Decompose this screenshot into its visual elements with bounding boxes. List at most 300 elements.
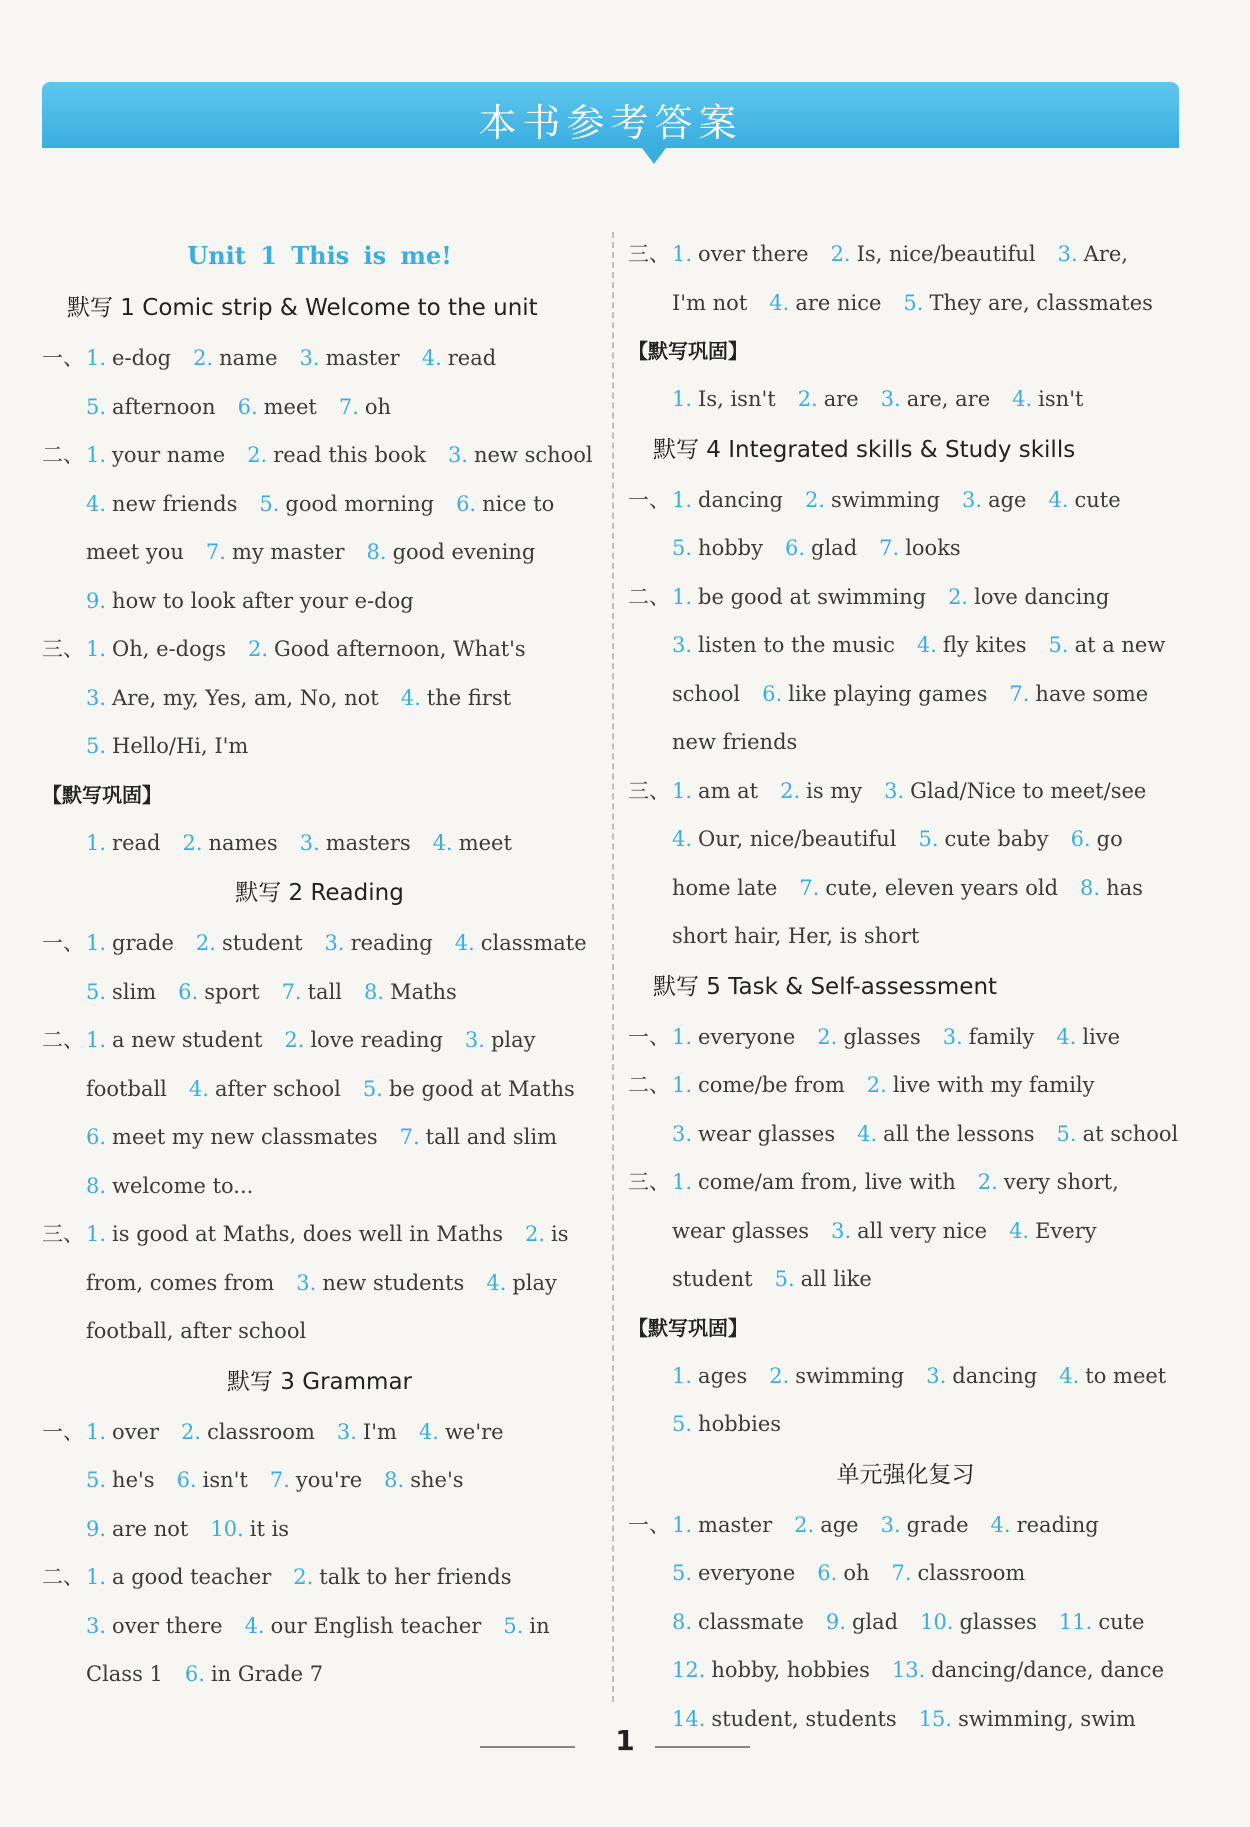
answer-text: swimming xyxy=(831,487,941,512)
answer-item xyxy=(86,980,156,1004)
answer-number: 5. xyxy=(362,1076,383,1101)
answer-text: in Grade 7 xyxy=(210,1662,324,1686)
answer-row xyxy=(42,1113,597,1162)
answer-item xyxy=(367,540,536,564)
answer-number: 5. xyxy=(774,1267,795,1291)
answer-item xyxy=(805,488,940,512)
answer-item xyxy=(384,1468,463,1492)
answer-item xyxy=(1049,633,1166,657)
answer-item xyxy=(831,242,1036,266)
part-label: 一、 xyxy=(628,487,670,512)
answer-number: 5. xyxy=(86,979,107,1004)
answer-row xyxy=(42,1210,597,1259)
answer-text: family xyxy=(968,1024,1035,1049)
part-label: 一、 xyxy=(628,1512,670,1537)
answer-item xyxy=(181,1420,315,1444)
part-label: 三、 xyxy=(628,242,670,266)
answer-number: 6. xyxy=(176,1468,197,1492)
answer-text: a good teacher xyxy=(112,1565,272,1589)
answer-item xyxy=(867,1073,1095,1097)
answer-row xyxy=(42,919,597,968)
answer-line xyxy=(86,383,597,432)
answer-text: read xyxy=(112,830,161,855)
answer-number: 1. xyxy=(86,346,107,370)
answer-item xyxy=(769,1364,904,1388)
answer-number: 6. xyxy=(762,681,783,706)
answer-row xyxy=(628,1061,1183,1110)
answer-line xyxy=(672,1501,1183,1550)
answer-item xyxy=(1058,242,1128,266)
answer-number: 5. xyxy=(1056,1121,1077,1146)
answer-item xyxy=(339,395,391,419)
answer-text: cute, eleven years old xyxy=(825,875,1059,900)
answer-number: 4. xyxy=(916,633,937,657)
answer-item xyxy=(903,291,1153,315)
answer-number: 1. xyxy=(672,1073,693,1097)
answer-text: wear glasses xyxy=(698,1121,836,1146)
answer-number: 1. xyxy=(672,487,693,512)
answer-item xyxy=(672,1561,795,1585)
answer-text: we're xyxy=(444,1419,504,1444)
answer-text: I'm xyxy=(362,1419,397,1444)
answer-number: 1. xyxy=(86,1028,107,1052)
answer-number: 2. xyxy=(181,1419,202,1444)
answer-text: tall and slim xyxy=(425,1125,558,1149)
answer-text: grade xyxy=(906,1512,969,1537)
answer-text: looks xyxy=(905,536,961,560)
answer-line xyxy=(86,968,597,1017)
answer-row xyxy=(628,1013,1183,1062)
answer-number: 11. xyxy=(1058,1609,1093,1634)
answer-text: new school xyxy=(473,443,593,467)
answer-text: oh xyxy=(843,1561,870,1585)
answer-line xyxy=(672,230,1183,279)
answer-number: 10. xyxy=(210,1516,244,1541)
answer-item xyxy=(455,931,587,955)
answer-row xyxy=(628,767,1183,816)
answer-line: student 5. all like xyxy=(672,1267,872,1291)
answer-number: 4. xyxy=(1012,387,1033,411)
answer-text: is good at Maths, does well in Maths xyxy=(112,1222,503,1246)
answer-line xyxy=(672,1110,1183,1159)
answer-number: 1. xyxy=(86,830,107,855)
answer-text: read xyxy=(447,346,497,370)
answer-text: masters xyxy=(325,830,411,855)
answer-item xyxy=(881,1513,969,1537)
answer-number: 4. xyxy=(769,290,790,315)
answer-row xyxy=(628,718,1183,767)
answer-item xyxy=(270,1468,362,1492)
answer-item xyxy=(300,346,400,370)
answer-text: after school xyxy=(214,1076,341,1101)
answer-text: new students xyxy=(322,1270,465,1295)
answer-text: glasses xyxy=(959,1609,1037,1634)
answer-item xyxy=(1009,1219,1097,1243)
answer-line xyxy=(86,722,597,771)
answer-row xyxy=(42,1650,597,1699)
answer-text: talk to her friends xyxy=(319,1565,512,1589)
answer-text: read this book xyxy=(273,443,426,467)
answer-item xyxy=(826,1610,898,1634)
answer-line xyxy=(86,1162,597,1211)
answer-text: Hello/Hi, I'm xyxy=(112,734,249,758)
answer-item xyxy=(672,536,763,560)
answer-text: fly kites xyxy=(942,633,1027,657)
answer-text: new friends xyxy=(112,491,238,516)
answer-line xyxy=(672,476,1183,525)
answer-item xyxy=(817,1025,920,1049)
answer-row xyxy=(42,1505,597,1554)
answer-number: 3. xyxy=(336,1419,357,1444)
answer-text: all like xyxy=(800,1267,872,1291)
answer-line xyxy=(86,625,597,674)
answer-text: student, students xyxy=(711,1706,897,1731)
answer-item xyxy=(884,779,1146,803)
answer-number: 2. xyxy=(977,1170,998,1194)
answer-text: glad xyxy=(851,1609,899,1634)
answer-row xyxy=(42,819,597,868)
answer-item xyxy=(248,637,526,661)
answer-number: 2. xyxy=(817,1024,838,1049)
answer-text: hobby xyxy=(698,536,763,560)
answer-line xyxy=(86,334,597,383)
answer-number: 5. xyxy=(903,290,924,315)
answer-text: Is, isn't xyxy=(698,387,776,411)
answer-text: cute xyxy=(1074,487,1121,512)
answer-text: dancing xyxy=(952,1363,1038,1388)
answer-number: 1. xyxy=(672,1363,693,1388)
answer-text: at school xyxy=(1082,1121,1179,1146)
answer-text: am at xyxy=(698,778,759,803)
answer-line xyxy=(86,674,597,723)
answer-item xyxy=(193,346,277,370)
answer-text: isn't xyxy=(1038,387,1084,411)
answer-item xyxy=(672,1412,781,1436)
page-footer xyxy=(0,1720,1250,1770)
answer-item xyxy=(672,633,895,657)
answer-number: 7. xyxy=(281,979,302,1004)
answer-number: 8. xyxy=(1080,875,1101,900)
answer-item xyxy=(525,1222,569,1246)
answer-number: 3. xyxy=(962,487,983,512)
answer-line xyxy=(672,375,1183,424)
answer-number: 5. xyxy=(86,734,107,758)
answer-text: classroom xyxy=(207,1419,315,1444)
answer-number: 4. xyxy=(432,830,453,855)
answer-text: very short, xyxy=(1003,1170,1119,1194)
answer-row xyxy=(628,230,1183,279)
answer-number: 1. xyxy=(672,778,693,803)
answer-text: listen to the music xyxy=(698,633,895,657)
answer-text: glad xyxy=(811,536,858,560)
answer-item xyxy=(817,1561,869,1585)
answer-item xyxy=(672,1073,845,1097)
part-label: 一、 xyxy=(628,1024,670,1049)
answer-text: classmate xyxy=(480,931,587,955)
part-label: 三、 xyxy=(628,1170,670,1194)
answer-text: afternoon xyxy=(112,394,216,419)
left-column xyxy=(42,230,597,1699)
answer-text: cute xyxy=(1098,1609,1145,1634)
answer-text: be good at swimming xyxy=(698,584,927,609)
answer-number: 4. xyxy=(857,1121,878,1146)
answer-line xyxy=(672,1598,1183,1647)
answer-number: 5. xyxy=(672,1412,693,1436)
answer-text: are nice xyxy=(795,290,882,315)
answer-item xyxy=(86,589,414,613)
banner-notch xyxy=(642,148,666,164)
answer-text: meet xyxy=(263,394,317,419)
answer-item xyxy=(672,242,809,266)
answer-row xyxy=(42,577,597,626)
answer-row xyxy=(42,480,597,529)
answer-text: Is, nice/beautiful xyxy=(856,242,1036,266)
answer-item xyxy=(785,536,857,560)
answer-line: home late 7. cute, eleven years old 8. has xyxy=(672,875,1143,900)
answer-number: 8. xyxy=(384,1468,405,1492)
answer-number: 6. xyxy=(817,1561,838,1585)
answer-number: 3. xyxy=(464,1028,485,1052)
answer-item xyxy=(86,346,171,370)
answer-number: 15. xyxy=(918,1706,953,1731)
answer-item xyxy=(918,827,1048,851)
answer-number: 2. xyxy=(830,242,851,266)
answer-number: 3. xyxy=(942,1024,963,1049)
answer-item xyxy=(1057,1122,1179,1146)
answer-item xyxy=(892,1658,1164,1682)
answer-row xyxy=(628,375,1183,424)
answer-text: cute baby xyxy=(944,827,1049,851)
answer-item xyxy=(1080,876,1143,900)
answer-number: 1. xyxy=(672,1170,693,1194)
answer-number: 4. xyxy=(188,1076,209,1101)
answer-row xyxy=(628,1549,1183,1598)
answer-text: over there xyxy=(698,242,809,266)
answer-item xyxy=(363,1077,575,1101)
answer-number: 2. xyxy=(193,346,214,370)
answer-number: 1. xyxy=(86,443,107,467)
answer-number: 4. xyxy=(672,827,693,851)
answer-number: 3. xyxy=(926,1363,947,1388)
answer-line xyxy=(86,1113,597,1162)
answer-number: 10. xyxy=(920,1609,954,1634)
answer-item xyxy=(259,492,434,516)
answer-line: wear glasses 3. all very nice 4. Every xyxy=(672,1218,1097,1243)
answer-item xyxy=(86,734,248,758)
answer-item xyxy=(1059,1610,1145,1634)
answer-item xyxy=(917,633,1027,657)
answer-item xyxy=(486,1271,557,1295)
answer-item xyxy=(86,1028,262,1052)
answer-row xyxy=(42,1456,597,1505)
answer-text: over there xyxy=(112,1613,223,1638)
answer-number: 7. xyxy=(1009,681,1030,706)
answer-text: go xyxy=(1096,827,1123,851)
answer-text: isn't xyxy=(202,1468,248,1492)
answer-number: 6. xyxy=(184,1662,205,1686)
unit-title: Unit 1 This is me! xyxy=(187,241,452,270)
answer-item xyxy=(293,1565,511,1589)
answer-text: They are, classmates xyxy=(929,290,1153,315)
consolidate-title: 【默写巩固】 xyxy=(628,339,748,363)
answer-number: 4. xyxy=(418,1419,439,1444)
answer-number: 3. xyxy=(672,1121,693,1146)
answer-number: 1. xyxy=(672,242,693,266)
answer-number: 1. xyxy=(86,1565,107,1589)
answer-text: love dancing xyxy=(974,584,1110,609)
answer-line xyxy=(86,1456,597,1505)
answer-row xyxy=(628,912,1183,961)
answer-number: 3. xyxy=(880,1512,901,1537)
answer-item xyxy=(672,1364,747,1388)
answer-number: 2. xyxy=(780,778,801,803)
answer-item xyxy=(920,1610,1037,1634)
answer-row xyxy=(628,279,1183,328)
answer-number: 3. xyxy=(880,387,901,411)
answer-number: 4. xyxy=(1056,1024,1077,1049)
answer-item xyxy=(325,931,433,955)
answer-number: 3. xyxy=(86,1613,107,1638)
answer-number: 2. xyxy=(182,830,203,855)
answer-text: nice to xyxy=(482,491,555,516)
part-label: 二、 xyxy=(628,1073,670,1097)
answer-row xyxy=(42,722,597,771)
answer-text: are, are xyxy=(906,387,991,411)
answer-item xyxy=(943,1025,1035,1049)
answer-text: is xyxy=(551,1222,569,1246)
answer-text: has xyxy=(1106,875,1143,900)
answer-number: 3. xyxy=(447,443,468,467)
answer-text: come/am from, live with xyxy=(698,1170,956,1194)
answer-row xyxy=(42,968,597,1017)
answer-number: 1. xyxy=(672,1024,693,1049)
consolidate-title: 【默写巩固】 xyxy=(628,1315,748,1340)
answer-number: 7. xyxy=(269,1468,290,1492)
answer-number: 1. xyxy=(672,1512,693,1537)
answer-line xyxy=(672,815,1183,864)
answer-text: good evening xyxy=(392,540,536,564)
answer-number: 1. xyxy=(86,1419,107,1444)
section-title: 单元强化复习 xyxy=(836,1461,975,1488)
answer-row xyxy=(628,1207,1183,1256)
answer-line xyxy=(672,621,1183,670)
answer-text: age xyxy=(820,1512,859,1537)
answer-text: are xyxy=(823,387,859,411)
answer-item xyxy=(769,291,881,315)
answer-text: your name xyxy=(112,443,226,467)
answer-line xyxy=(672,1158,1183,1207)
answer-text: reading xyxy=(1016,1512,1099,1537)
answer-item xyxy=(206,540,345,564)
answer-number: 7. xyxy=(799,875,820,900)
answer-row xyxy=(42,625,597,674)
part-label: 二、 xyxy=(42,443,84,467)
answer-item xyxy=(185,1662,323,1686)
answer-text: meet xyxy=(458,830,512,855)
answer-text: it is xyxy=(249,1516,290,1541)
answer-item xyxy=(948,585,1109,609)
answer-text: everyone xyxy=(698,1024,796,1049)
answer-text: play xyxy=(490,1028,536,1052)
answer-number: 3. xyxy=(296,1270,317,1295)
answer-line: short hair, Her, is short xyxy=(672,924,920,948)
answer-number: 3. xyxy=(831,1218,852,1243)
answer-number: 7. xyxy=(891,1561,912,1585)
part-label: 一、 xyxy=(42,931,84,955)
answer-text: to meet xyxy=(1085,1363,1167,1388)
answer-line xyxy=(672,1013,1183,1062)
answer-row xyxy=(628,476,1183,525)
answer-text: Oh, e-dogs xyxy=(112,637,226,661)
answer-item xyxy=(672,1658,870,1682)
answer-line xyxy=(86,1505,597,1554)
answer-text: swimming xyxy=(795,1363,905,1388)
answer-line xyxy=(672,1549,1183,1598)
answer-number: 12. xyxy=(672,1658,706,1682)
part-label: 二、 xyxy=(42,1565,84,1589)
answer-item xyxy=(780,779,862,803)
answer-item xyxy=(422,346,496,370)
answer-item xyxy=(284,1028,443,1052)
answer-line xyxy=(86,819,597,868)
answer-number: 14. xyxy=(672,1706,706,1731)
answer-item xyxy=(762,682,987,706)
answer-number: 7. xyxy=(399,1125,420,1149)
answer-item xyxy=(962,488,1026,512)
answer-number: 2. xyxy=(866,1073,887,1097)
answer-text: reading xyxy=(350,931,433,955)
answer-item xyxy=(672,1122,835,1146)
answer-number: 4. xyxy=(244,1613,265,1638)
answer-text: at a new xyxy=(1074,633,1166,657)
answer-item xyxy=(419,1420,504,1444)
answer-text: welcome to... xyxy=(112,1173,254,1198)
answer-text: hobbies xyxy=(698,1412,782,1436)
answer-line xyxy=(86,431,597,480)
answer-number: 7. xyxy=(205,540,226,564)
answer-row xyxy=(628,864,1183,913)
answer-number: 9. xyxy=(86,1516,107,1541)
answer-text: student xyxy=(221,931,303,955)
answer-line xyxy=(86,480,597,529)
answer-item xyxy=(1071,827,1123,851)
answer-number: 2. xyxy=(195,931,216,955)
answer-row xyxy=(628,1501,1183,1550)
answer-text: Are, xyxy=(1083,242,1128,266)
answer-number: 5. xyxy=(918,827,939,851)
answer-item xyxy=(210,1517,289,1541)
answer-number: 5. xyxy=(86,1468,107,1492)
answer-row xyxy=(42,528,597,577)
answer-number: 2. xyxy=(247,637,269,661)
answer-text: is my xyxy=(806,778,863,803)
answer-number: 9. xyxy=(825,1609,846,1634)
answer-number: 13. xyxy=(891,1658,926,1682)
answer-text: Every xyxy=(1035,1218,1097,1243)
answer-text: over xyxy=(112,1419,160,1444)
answer-item xyxy=(672,1513,772,1537)
answer-item xyxy=(1059,1364,1166,1388)
section-title: 默写 5 Task & Self-assessment xyxy=(653,973,998,1000)
page-number: 1 xyxy=(615,1724,635,1757)
answer-item xyxy=(1012,387,1083,411)
answer-number: 9. xyxy=(86,588,107,613)
answer-line xyxy=(672,573,1183,622)
answer-row xyxy=(628,1598,1183,1647)
answer-text: sport xyxy=(204,979,260,1004)
answer-number: 5. xyxy=(1048,633,1069,657)
answer-number: 3. xyxy=(672,633,693,657)
